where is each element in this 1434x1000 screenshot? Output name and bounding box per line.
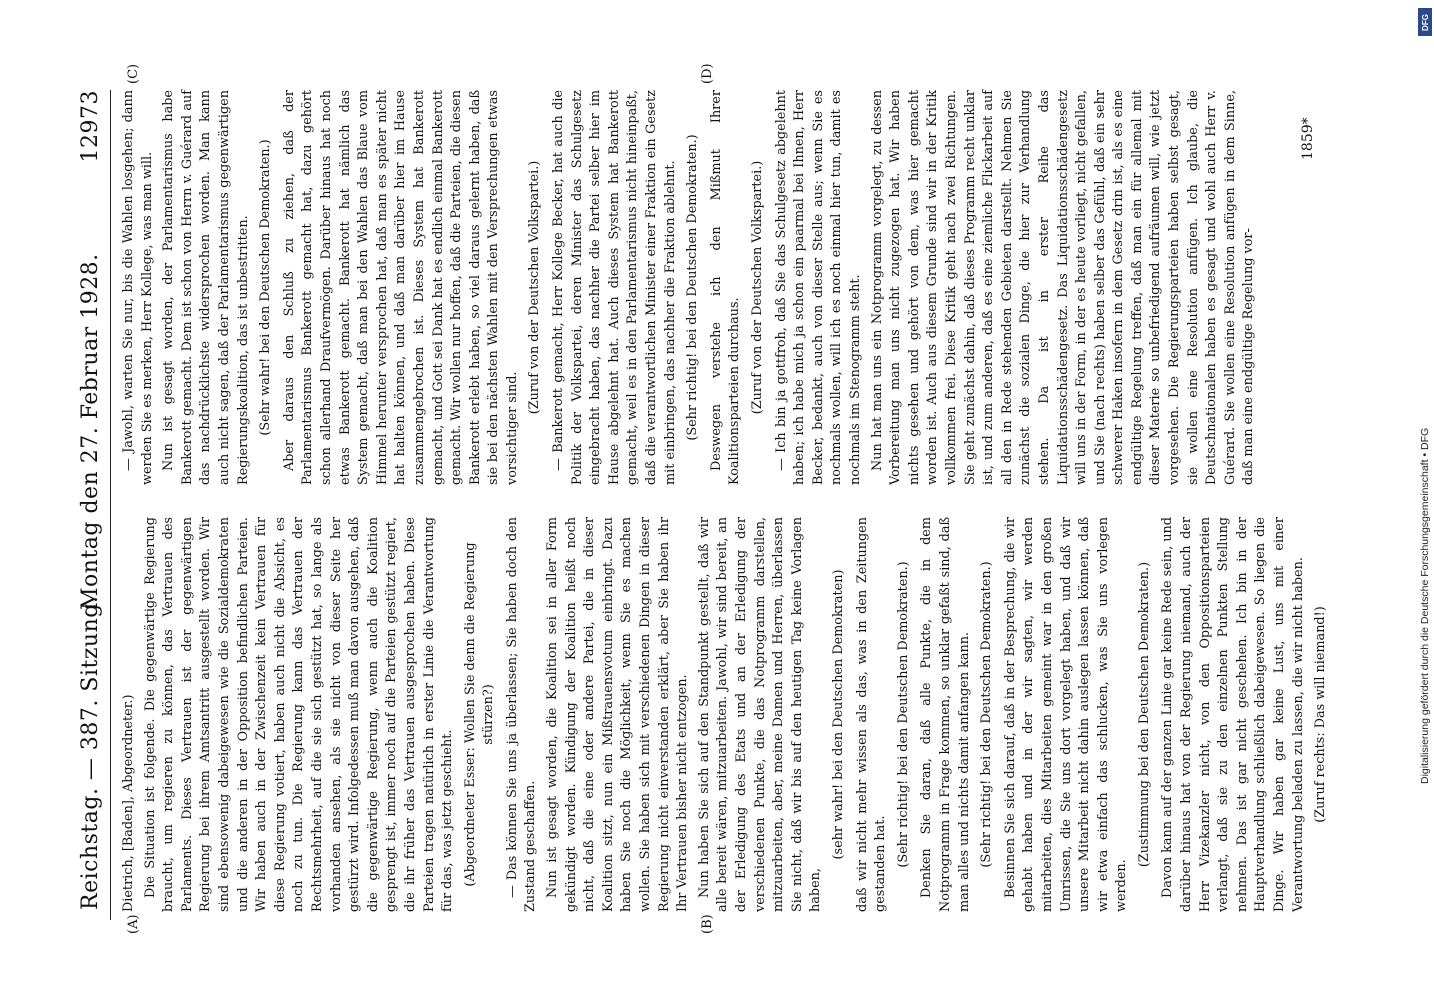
paragraph: Nun hat man uns ein Notprogramm vorgelegt, zu dessen Vorbereitung man uns nicht zugezogen hat. Wir haben nichts gesehen und gehört von dem, was hier gemacht worden ist. Auch aus diesem Grunde sind wir in der Kritik vollkommen frei. Diese Kritik geht nach zwei Richtungen. Sie geht zunächst dahin, daß dieses Programm recht unklar ist, und zum anderen, daß es eine ziemliche Flickarbeit auf all den in Rede stehenden Gebieten darstellt. Nehmen Sie zunächst die sozialen Dinge, die hier zur Verhandlung stehen. Da ist in erster Reihe das Liquidationsschädengesetz. Das Liquidationsschädengesetz will uns in der Form, in der es heute vorliegt, nicht gefallen, und Sie (nach rechts) haben selber das Gefühl, daß ein sehr schwerer Haken insofern in dem Gesetz drin ist, als es eine endgültige Regelung treffen, daß man ein für allemal mit dieser Materie so unbefriedigend aufräumen will, wie jetzt vorgesehen. Die Regierungsparteien haben selbst gesagt, sie wollen eine Resolution anfügen. Ich glaube, die Deutschnationalen haben es gesagt und wohl auch Herr v. Guérard. Sie wollen eine Resolution anfügen in dem Sinne, daß man eine endgültige Regelung vor- (869, 90, 1257, 485)
paragraph: Dietrich, [Baden], Abgeordneter.) (121, 694, 136, 912)
funding-note (1405, 8, 1431, 992)
interjection: (Sehr wahr! bei den Deutschen Demokraten.) (258, 139, 274, 436)
interjection: (Zuruf rechts: Das will niemand!) (1313, 606, 1329, 823)
paragraph: — Ich bin ja gottfroh, daß Sie das Schulgesetz abgelehnt haben; ich habe mich ja schon ein paarmal bei Ihnen, Herr Becker, bedankt, auch von dieser Stelle aus; wenn Sie es nochmals wollen, will ich es noch einmal hier tun, damit es nochmals im Stenogramm steht. (773, 90, 863, 485)
paragraph: Die Situation ist folgende. Die gegenwärtige Regierung braucht, um regieren zu können, das Vertrauen des Parlaments. Dieses Vertrauen ist der gegenwärtigen Regierung bei ihrem Amtsantritt ausgestellt worden. Wir sind ebensowenig dabeigewesen wie die Sozialdemokraten und die anderen in der Opposition befindlichen Parteien. Wir haben auch in der Zwischenzeit kein Vertrauen für diese Regierung votiert, haben auch nicht die Absicht, es noch zu tun. Die Regierung kann das Vertrauen der Rechtsmehrheit, auf die sie sich gestützt hat, so lange als vorhanden ansehen, als sie nicht von dieser Seite her gestürzt wird. Infolgedessen muß man davon ausgehen, daß die gegenwärtige Regierung, wenn auch die Koalition gesprengt ist, immer noch auf die Parteien gestützt regiert, die ihr früher das Vertrauen ausgesprochen haben. Diese Parteien tragen natürlich in erster Linie die Verantwortung für das, was jetzt geschieht. (142, 517, 456, 912)
page-signature: 1859* (1300, 117, 1316, 160)
paragraph: — Das können Sie uns ja überlassen; Sie haben doch den Zustand geschaffen. (504, 517, 539, 912)
paragraph: Besinnen Sie sich darauf, daß in der Besprechung, die wir gehabt haben und in der wir sagten, wir werden mitarbeiten, dies Mitarbeiten gemeint war in den großen Umrissen, die Sie uns dort vorgelegt haben, und daß wir unsere Mitarbeit nicht dahin auslegen lassen können, daß wir etwa einfach das schlucken, was Sie uns vorlegen werden. (1002, 517, 1130, 912)
paragraph: — Bankerott gemacht, Herr Kollege Becker, hat auch die Politik der Volkspartei, deren Minister das Schulgesetz eingebracht haben, das nachher die Partei selber hier im Hause abgelehnt hat. Auch dieses System hat Bankerott gemacht, weil es in den Parlamentarismus nicht hineinpaßt, daß die verantwortlichen Minister einer Fraktion ein Gesetz mit einbringen, das nachher die Fraktion ablehnt. (551, 90, 678, 485)
interjection: (sehr wahr! bei den Deutschen Demokraten) (830, 569, 846, 860)
header-date: Montag den 27. Februar 1928. (78, 253, 103, 610)
paragraph: Deswegen verstehe ich den Mißmut Ihrer Koalitionsparteien durchaus. (708, 90, 743, 485)
paragraph: Nun ist gesagt worden, die Koalition sei in aller Form gekündigt worden. Kündigung der Koalition heißt noch nicht, daß die eine oder andere Partei, die in dieser Koalition sitzt, nun ein Mißtrauensvotum einbringt. Dazu haben Sie noch die Möglichkeit, wenn Sie es machen wollen. Sie haben sich mit verschiedenen Dingen in dieser Regierung nicht einverstanden erklärt, aber Sie haben ihr Ihr Vertrauen bisher nicht entzogen. (545, 517, 691, 912)
left-column (120, 517, 1336, 912)
page-number: 12973 (78, 90, 103, 163)
interjection: (Zuruf von der Deutschen Volkspartei.) (750, 160, 765, 415)
interjection: (Zustimmung bei den Deutschen Demokraten.) (1136, 561, 1152, 868)
margin-marker-d: (D) (700, 63, 715, 84)
paragraph: daß wir nicht mehr wissen als das, was in den Zeitungen gestanden hat. (854, 517, 889, 912)
header-left: Reichstag. — 387. Sitzung. (78, 595, 103, 910)
interjection: (Zuruf von der Deutschen Volkspartei.) (527, 160, 543, 415)
right-column (120, 90, 1262, 485)
margin-marker-b: (B) (700, 914, 715, 934)
paragraph: Denken Sie daran, daß alle Punkte, die in dem Notprogramm in Frage kommen, so unklar gefaßt sind, daß man alles und nichts damit anfangen kann. (919, 517, 972, 912)
interjection: (Sehr richtig! bei den Deutschen Demokraten.) (895, 561, 911, 868)
page-header (68, 90, 108, 910)
interjection: (Sehr richtig! bei den Deutschen Demokraten.) (685, 134, 701, 441)
paragraph: Aber daraus den Schluß zu ziehen, daß der Parlamentarismus Bankerott gemacht hat, dazu gehört schon allerhand Draufvermögen. Darüber hinaus hat noch etwas Bankerott gemacht. Bankerott hat nämlich das System gemacht, daß man bei den Wahlen das Blaue vom Himmel herunter versprochen hat, daß man es später nicht hat halten können, und daß man darüber hier im Hause zusammengebrochen ist. Dieses System hat Bankerott gemacht, und Gott sei Dank hat es endlich einmal Bankerott gemacht. Wir wollen nur hoffen, daß die Parteien, die diesen Bankerott erlebt haben, so viel daraus gelernt haben, daß sie bei den nächsten Wahlen mit den Versprechungen etwas vorsichtiger sind. (281, 90, 520, 485)
dfg-logo: DFG (1418, 8, 1432, 36)
interjection: (Abgeordneter Esser: Wollen Sie denn die Regierung stürzen?) (462, 542, 497, 887)
funding-note-text: Digitalisierung gefördert durch die Deutsche Forschungsgemeinschaft • DFG (1419, 427, 1431, 784)
paragraph: Nun haben Sie sich auf den Standpunkt gestellt, daß wir alle bereit wären, mitzuarbeiten. Jawohl, wir sind bereit, an der Erledigung des Etats und an der Erledigung der verschiedenen Punkte, die das Notprogramm darstellen, mitzuarbeiten, aber, meine Damen und Herren, überlassen Sie nicht, daß wir bis auf den heutigen Tag keine Vorlagen haben, (696, 517, 824, 912)
margin-marker-c: (C) (126, 63, 141, 84)
paragraph: — Jawohl, warten Sie nur, bis die Wahlen losgehen; dann werden Sie es merken, Herr Kollege, was man will. (121, 90, 155, 485)
header-rule (110, 90, 111, 920)
rotated-text-block (60, 60, 1370, 940)
interjection: (Sehr richtig! bei den Deutschen Demokraten.) (979, 561, 995, 868)
margin-marker-a: (A) (126, 914, 141, 934)
paragraph: Nun ist gesagt worden, der Parlamentarismus habe Bankerott gemacht. Dem ist schon von Herrn v. Guérard auf das nachdrücklichste widersprochen worden. Man kann auch nicht sagen, daß der Parlamentarismus gegenwärtigen Regierungskoalition, das ist unbestritten. (161, 90, 251, 485)
paragraph: Davon kann auf der ganzen Linie gar keine Rede sein, und darüber hinaus hat von der Regierung niemand, auch der Herr Vizekanzler nicht, von den Oppositionsparteien verlangt, daß sie zu den einzelnen Punkten Stellung nehmen. Das ist gar nicht geschehen. Ich bin in der Hauptverhandlung schließlich dabeigewesen. So liegen die Dinge. Wir haben gar keine Lust, uns mit einer Verantwortung beladen zu lassen, die wir nicht haben. (1160, 517, 1306, 912)
